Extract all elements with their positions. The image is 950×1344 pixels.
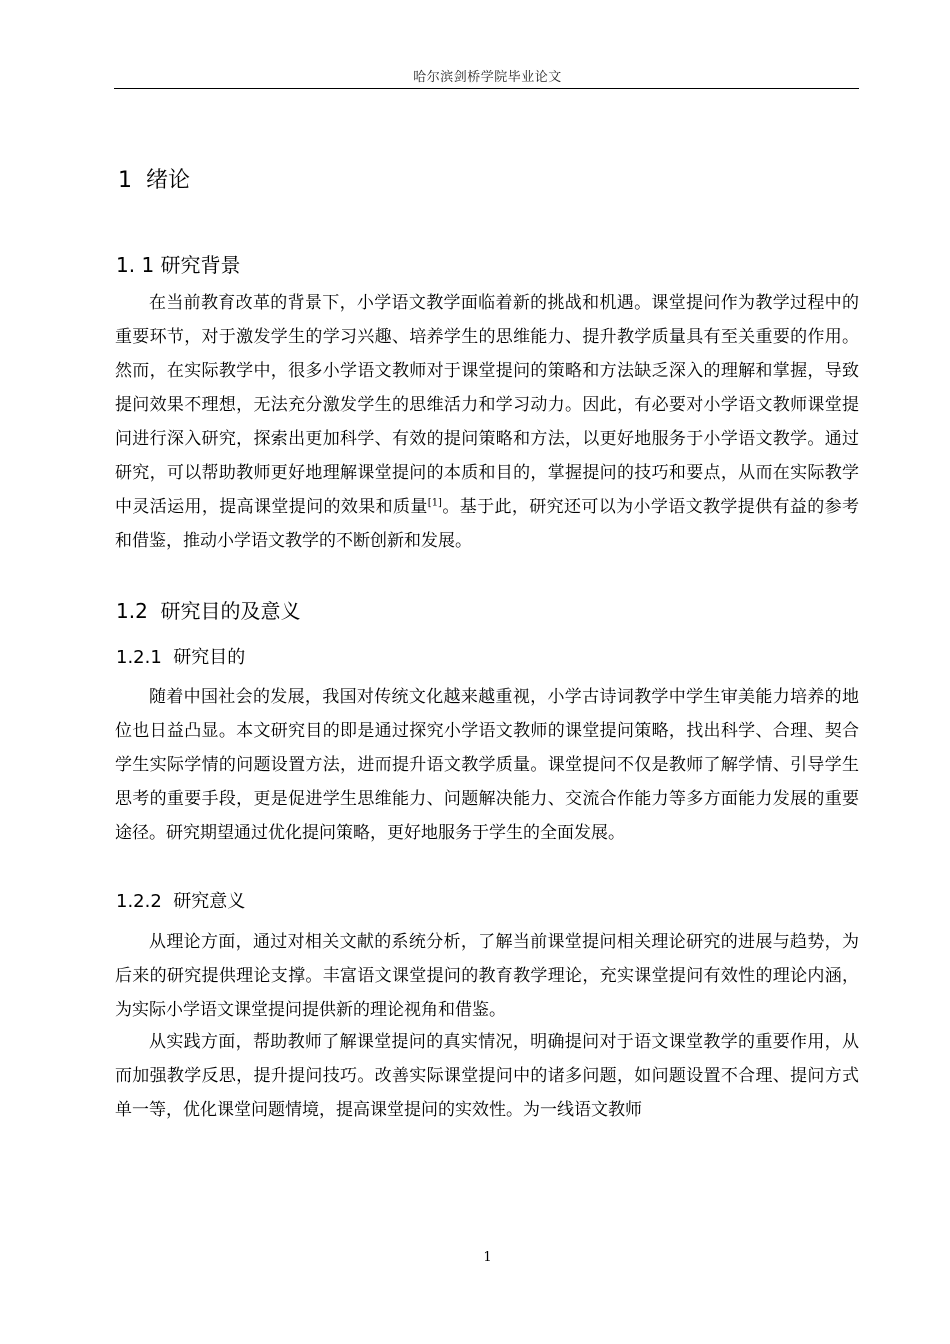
paragraph-background — [115, 286, 859, 558]
paragraph-background-text: 在当前教育改革的背景下，小学语文教学面临着新的挑战和机遇。课堂提问作为教学过程中的重要环节，对于激发学生的学习兴趣、培养学生的思维能力、提升教学质量具有至关重要的作用。然而，在实际教学中，很多小学语文教师对于课堂提问的策略和方法缺乏深入的理解和掌握，导致提问效果不理想，无法充分激发学生的思维活力和学习动力。因此，有必要对小学语文教师课堂提问进行深入研究，探索出更加科学、有效的提问策略和方法，以更好地服务于小学语文教学。通过研究，可以帮助教师更好地理解课堂提问的本质和目的，掌握提问的技巧和要点，从而在实际教学中灵活运用，提高课堂提问的效果和质量 — [115, 293, 859, 517]
page-number: 1 — [483, 1250, 492, 1265]
section-heading-1-1: 1. 1 研究背景 — [116, 253, 241, 277]
header-rule — [114, 88, 859, 89]
running-header: 哈尔滨剑桥学院毕业论文 — [413, 70, 562, 85]
paragraph-significance-practice: 从实践方面，帮助教师了解课堂提问的真实情况，明确提问对于语文课堂教学的重要作用，从而加强教学反思，提升提问技巧。改善实际课堂提问中的诸多问题，如问题设置不合理、提问方式单一等，优化课堂问题情境，提高课堂提问的实效性。为一线语文教师 — [115, 1032, 859, 1120]
subsection-heading-1-2-1: 1.2.1 研究目的 — [116, 647, 246, 668]
section-heading-1-2: 1.2 研究目的及意义 — [116, 599, 301, 623]
paragraph-background-text-continued: 。基于此，研究还可以为小学语文教学提供有益的参考和借鉴，推动小学语文教学的不断创新和发展。 — [115, 497, 860, 551]
subsection-heading-1-2-2: 1.2.2 研究意义 — [116, 891, 246, 912]
citation-ref: [1] — [427, 497, 442, 509]
chapter-heading: 1 绪论 — [118, 168, 190, 193]
paragraph-research-purpose: 随着中国社会的发展，我国对传统文化越来越重视，小学古诗词教学中学生审美能力培养的地位也日益凸显。本文研究目的即是通过探究小学语文教师的课堂提问策略，找出科学、合理、契合学生实际学情的问题设置方法，进而提升语文教学质量。课堂提问不仅是教师了解学情、引导学生思考的重要手段，更是促进学生思维能力、问题解决能力、交流合作能力等多方面能力发展的重要途径。研究期望通过优化提问策略，更好地服务于学生的全面发展。 — [115, 687, 859, 843]
paragraph-significance-theory: 从理论方面，通过对相关文献的系统分析，了解当前课堂提问相关理论研究的进展与趋势，为后来的研究提供理论支撑。丰富语文课堂提问的教育教学理论，充实课堂提问有效性的理论内涵，为实际小学语文课堂提问提供新的理论视角和借鉴。 — [115, 932, 859, 1020]
